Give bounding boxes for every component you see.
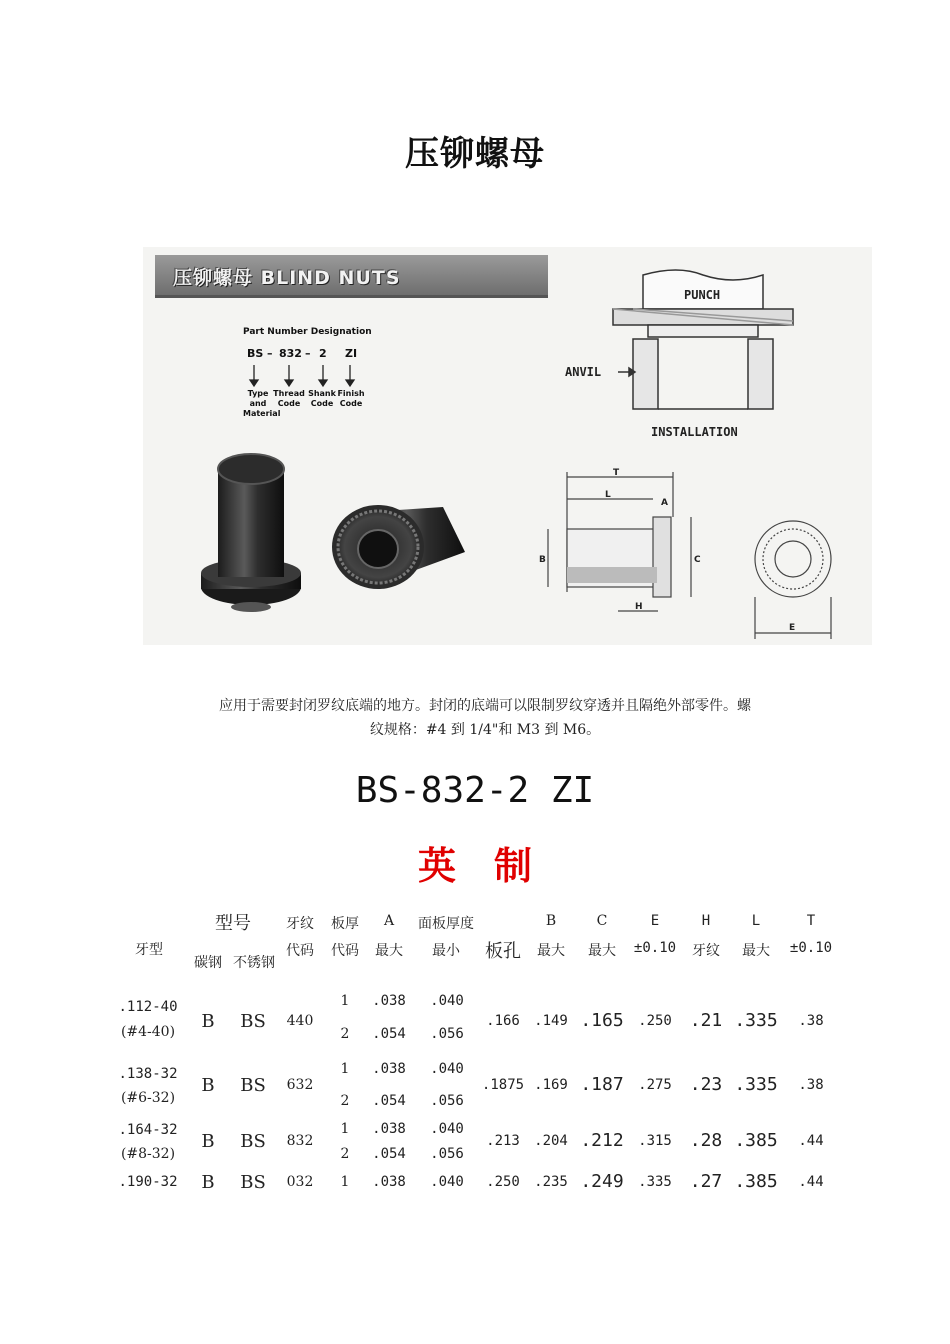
dimension-drawing (548, 472, 831, 639)
header-model: 型号 (215, 913, 251, 934)
thread-code: 832 (286, 1133, 314, 1149)
e-value: .275 (638, 1077, 672, 1093)
header-e-2: ±0.10 (633, 940, 677, 956)
header-h-1: H (701, 913, 711, 929)
part-number-thread: 832 (279, 347, 302, 360)
part-code-heading: BS-832-2 ZI (355, 770, 595, 811)
min-thickness: .040 (430, 993, 464, 1009)
l-max: .385 (734, 1171, 778, 1192)
part-number-finish: ZI (345, 347, 358, 360)
dim-e: E (789, 623, 796, 633)
t-value: .38 (798, 1077, 824, 1093)
min-thickness: .056 (430, 1026, 464, 1042)
a-max: .038 (372, 1174, 406, 1190)
header-c-1: C (596, 913, 608, 929)
thread-size: .138-32 (118, 1066, 178, 1082)
dim-a: A (661, 498, 668, 508)
designation-arrows (250, 365, 354, 386)
figure-drawing (143, 247, 872, 645)
header-thread-code-2: 代码 (286, 943, 314, 959)
header-a-2: 最大 (375, 943, 403, 959)
thickness-code: 2 (340, 1026, 350, 1042)
h-value: .28 (689, 1130, 723, 1151)
l-max: .385 (734, 1130, 778, 1151)
header-carbon-steel: 碳钢 (194, 955, 222, 971)
header-l-2: 最大 (742, 943, 770, 959)
hole-size: .250 (486, 1174, 520, 1190)
label-finish-code: Finish Code (337, 389, 365, 408)
part-number-type: BS (247, 347, 264, 360)
stainless-code: BS (240, 1075, 266, 1096)
stainless-code: BS (240, 1172, 266, 1193)
thread-size: .164-32 (118, 1122, 178, 1138)
carbon-code: B (201, 1172, 215, 1193)
e-value: .315 (638, 1133, 672, 1149)
hole-size: .213 (486, 1133, 520, 1149)
thread-code: 032 (286, 1174, 314, 1190)
thread-size-alt: (#6-32) (120, 1090, 176, 1106)
punch-label: PUNCH (684, 288, 721, 302)
hole-size: .1875 (481, 1077, 525, 1093)
header-hole: 板孔 (485, 941, 521, 962)
part-number-sep: – (305, 347, 311, 360)
stainless-code: BS (240, 1011, 266, 1032)
thickness-code: 2 (340, 1093, 350, 1109)
stainless-code: BS (240, 1131, 266, 1152)
dim-c: C (694, 555, 701, 565)
product-figure (143, 247, 872, 645)
a-max: .038 (372, 1121, 406, 1137)
dim-t: T (613, 468, 620, 478)
l-max: .335 (734, 1074, 778, 1095)
part-number-shank: 2 (319, 347, 327, 360)
t-value: .38 (798, 1013, 824, 1029)
thickness-code: 1 (340, 1121, 350, 1137)
header-min-thickness-2: 最小 (432, 943, 460, 959)
min-thickness: .040 (430, 1174, 464, 1190)
carbon-code: B (201, 1075, 215, 1096)
thread-size-alt: (#4-40) (120, 1024, 176, 1040)
b-max: .235 (534, 1174, 568, 1190)
b-max: .204 (534, 1133, 568, 1149)
header-t-1: T (806, 913, 816, 929)
header-e-1: E (650, 913, 660, 929)
thickness-code: 1 (340, 1174, 350, 1190)
nut-photo-closed (201, 454, 301, 612)
header-stainless: 不锈钢 (233, 955, 275, 971)
header-t-2: ±0.10 (789, 940, 833, 956)
banner-title: 压铆螺母 BLIND NUTS (173, 267, 401, 289)
description-line-1: 应用于需要封闭罗纹底端的地方。封闭的底端可以限制罗纹穿透并且隔绝外部零件。螺 (219, 698, 751, 714)
label-thread-code: Thread Code (273, 389, 305, 408)
nut-photo-open (332, 505, 465, 589)
a-max: .038 (372, 993, 406, 1009)
thickness-code: 1 (340, 993, 350, 1009)
a-max: .054 (372, 1146, 406, 1162)
header-c-2: 最大 (588, 943, 616, 959)
label-type-material: Type and Material (243, 389, 281, 418)
a-max: .054 (372, 1026, 406, 1042)
page-title: 压铆螺母 (405, 134, 545, 174)
thread-size-alt: (#8-32) (120, 1146, 176, 1162)
thread-code: 632 (286, 1077, 314, 1093)
e-value: .335 (638, 1174, 672, 1190)
thread-size: .112-40 (118, 999, 178, 1015)
header-b-1: B (545, 913, 557, 929)
c-max: .187 (580, 1074, 624, 1095)
header-a-1: A (383, 913, 395, 929)
part-number-heading: Part Number Designation (243, 327, 372, 337)
l-max: .335 (734, 1010, 778, 1031)
dim-l: L (605, 490, 611, 500)
header-thread-code-1: 牙纹 (286, 916, 314, 932)
b-max: .149 (534, 1013, 568, 1029)
a-max: .038 (372, 1061, 406, 1077)
c-max: .212 (580, 1130, 624, 1151)
c-max: .165 (580, 1010, 624, 1031)
dim-h: H (635, 602, 643, 612)
c-max: .249 (580, 1171, 624, 1192)
header-l-1: L (751, 913, 761, 929)
carbon-code: B (201, 1011, 215, 1032)
dim-b: B (539, 555, 546, 565)
h-value: .27 (689, 1171, 723, 1192)
carbon-code: B (201, 1131, 215, 1152)
thickness-code: 1 (340, 1061, 350, 1077)
header-thread-type: 牙型 (135, 942, 163, 958)
e-value: .250 (638, 1013, 672, 1029)
installation-label: INSTALLATION (651, 425, 738, 439)
min-thickness: .056 (430, 1146, 464, 1162)
header-thickness-code-1: 板厚 (331, 916, 359, 932)
min-thickness: .040 (430, 1121, 464, 1137)
a-max: .054 (372, 1093, 406, 1109)
label-shank-code: Shank Code (308, 389, 336, 408)
h-value: .21 (689, 1010, 723, 1031)
header-min-thickness-1: 面板厚度 (418, 916, 474, 932)
t-value: .44 (798, 1133, 824, 1149)
imperial-subtitle: 英制 (417, 844, 570, 888)
thickness-code: 2 (340, 1146, 350, 1162)
min-thickness: .056 (430, 1093, 464, 1109)
b-max: .169 (534, 1077, 568, 1093)
header-h-2: 牙纹 (692, 943, 720, 959)
hole-size: .166 (486, 1013, 520, 1029)
header-b-2: 最大 (537, 943, 565, 959)
description-line-2: 纹规格：#4 到 1/4"和 M3 到 M6。 (369, 722, 601, 738)
thread-code: 440 (286, 1013, 314, 1029)
header-thickness-code-2: 代码 (331, 943, 359, 959)
thread-size: .190-32 (118, 1174, 178, 1190)
min-thickness: .040 (430, 1061, 464, 1077)
description (160, 694, 810, 742)
t-value: .44 (798, 1174, 824, 1190)
anvil-label: ANVIL (565, 365, 602, 379)
part-number-sep: – (267, 347, 273, 360)
h-value: .23 (689, 1074, 723, 1095)
